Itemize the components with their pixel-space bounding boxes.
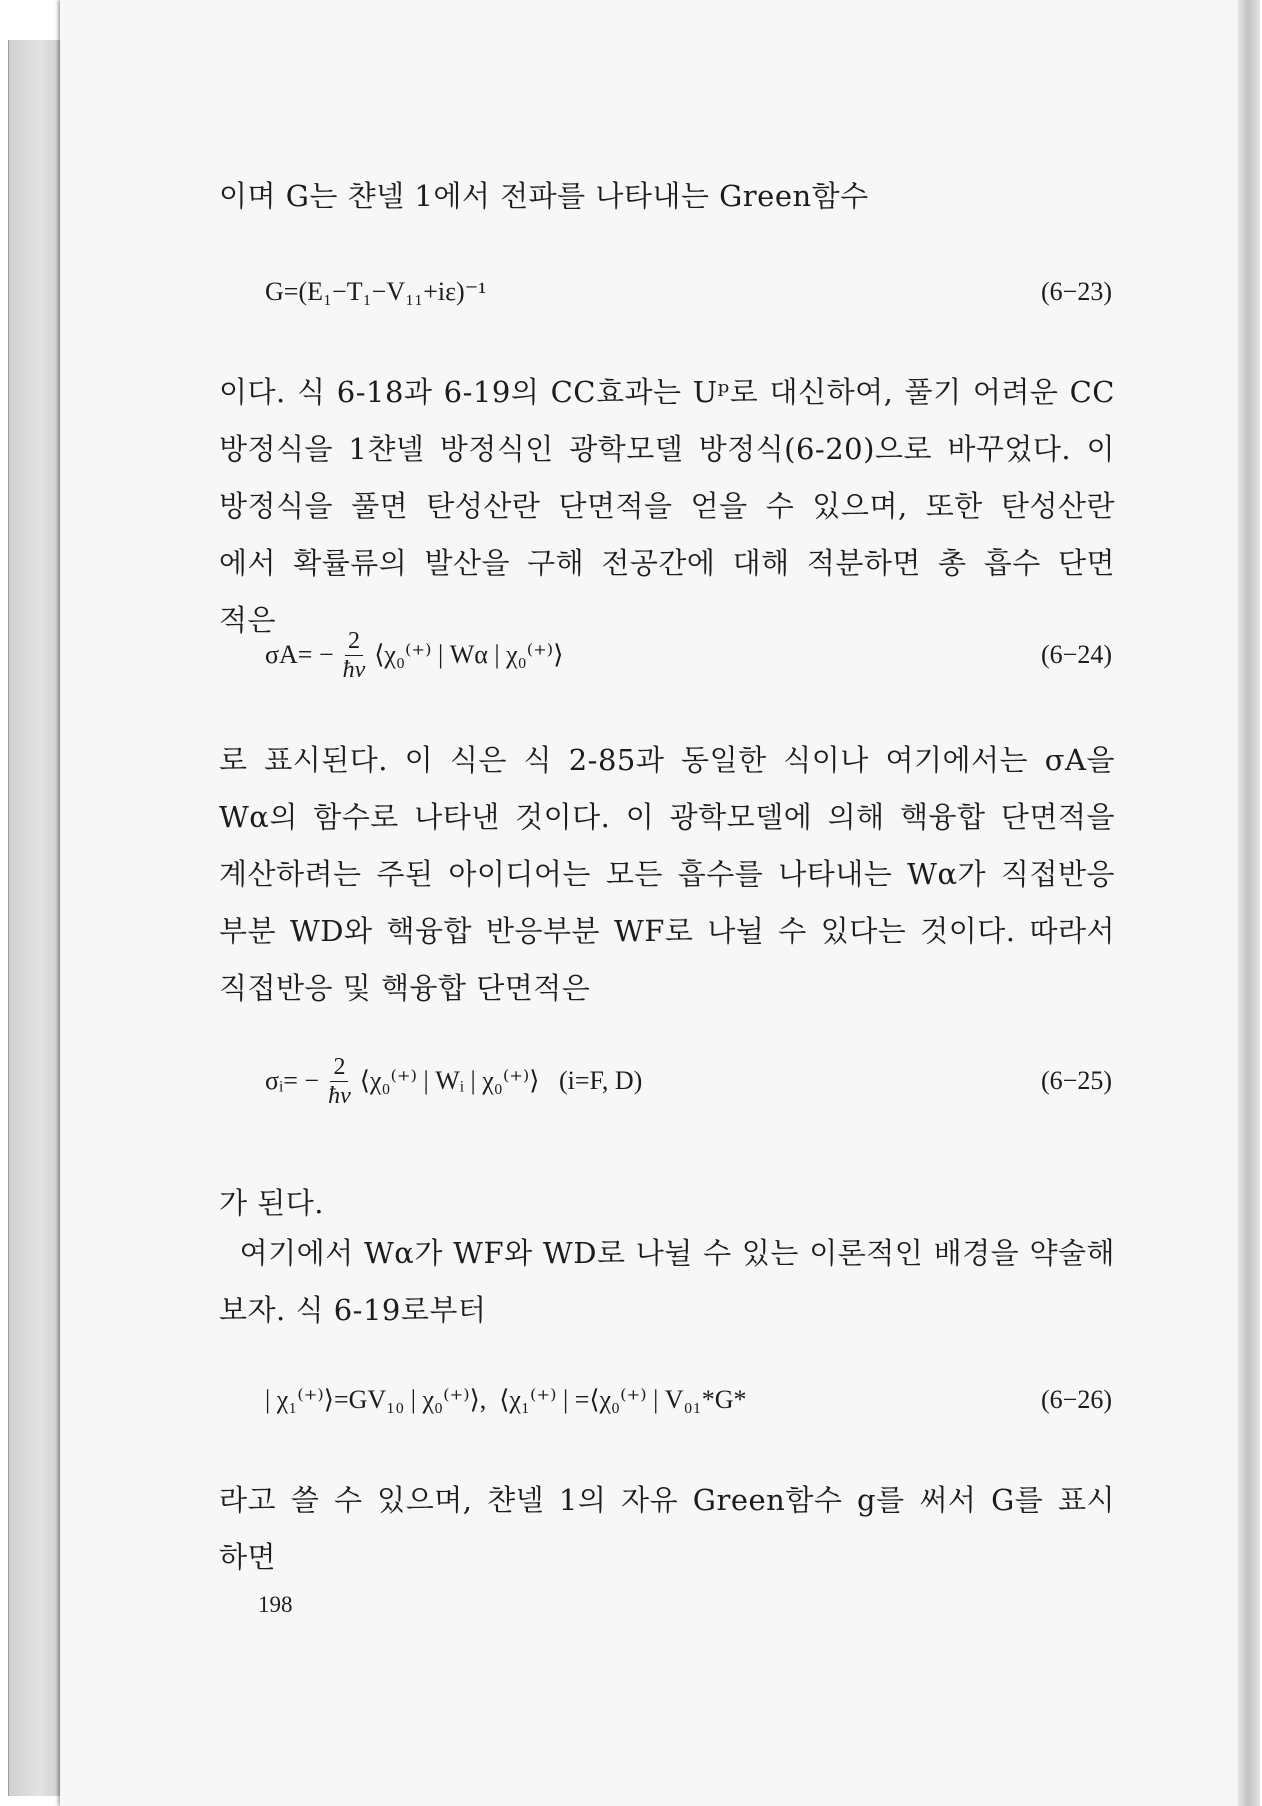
text-line: Wα의 함수로 나타낸 것이다. 이 광학모델에 의해 핵융합 단면적을: [219, 800, 1115, 834]
book-page-edge-right: [1238, 0, 1260, 1806]
equation-lhs: σA= −: [265, 640, 334, 669]
text-line: 로 표시된다. 이 식은 식 2-85과 동일한 식이나 여기에서는 σA을: [219, 743, 1115, 777]
fraction-numerator: 2: [345, 627, 363, 656]
text-line: 부분 WD와 핵융합 반응부분 WF로 나뉠 수 있다는 것이다. 따라서: [219, 914, 1115, 948]
text-line: 계산하려는 주된 아이디어는 모든 흡수를 나타내는 Wα가 직접반응: [219, 857, 1115, 891]
equation-rhs: ⟨χ₀⁽⁺⁾ | Wᵢ | χ₀⁽⁺⁾⟩ (i=F, D): [359, 1066, 643, 1095]
equation-lhs: σᵢ= −: [265, 1066, 320, 1095]
equation-body: G=(E₁−T₁−V₁₁+iε)⁻¹: [265, 277, 487, 306]
text-line: 방정식을 풀면 탄성산란 단면적을 얻을 수 있으며, 또한 탄성산란: [219, 489, 1115, 523]
paragraph-6: [219, 1472, 1115, 1586]
equation-number: (6−25): [1041, 1066, 1112, 1095]
text-line: 하면: [219, 1540, 277, 1574]
equation-number: (6−23): [1041, 277, 1112, 306]
paragraph-2: [219, 364, 1115, 649]
equation-6-23: [265, 257, 1112, 327]
text-line: 이다. 식 6-18과 6-19의 CC효과는 Uᵖ로 대신하여, 풀기 어려운 CC: [219, 375, 1115, 409]
equation-6-25: [265, 1046, 1112, 1116]
fraction-numerator: 2: [330, 1053, 348, 1082]
paragraph-1: [219, 168, 1115, 225]
text-line: 직접반응 및 핵융합 단면적은: [219, 971, 591, 1005]
fraction: [325, 1053, 354, 1110]
equation-rhs: ⟨χ₀⁽⁺⁾ | Wα | χ₀⁽⁺⁾⟩: [374, 640, 564, 669]
paragraph-5: [219, 1225, 1115, 1339]
text-line: 이며 G는 챤넬 1에서 전파를 나타내는 Green함수: [219, 179, 869, 213]
equation-6-26: [265, 1365, 1112, 1435]
text-line: 보자. 식 6-19로부터: [219, 1293, 487, 1327]
fraction: [340, 627, 369, 684]
book-page-edge-left: [8, 40, 61, 1796]
paragraph-3: [219, 732, 1115, 1017]
equation-number: (6−24): [1041, 640, 1112, 669]
text-line: 가 된다.: [219, 1186, 324, 1220]
text-line: 에서 확률류의 발산을 구해 전공간에 대해 적분하면 총 흡수 단면: [219, 546, 1115, 580]
equation-number: (6−26): [1041, 1385, 1112, 1414]
fraction-denominator: ħv: [328, 1082, 351, 1109]
text-line: 방정식을 1챤넬 방정식인 광학모델 방정식(6-20)으로 바꾸었다. 이: [219, 432, 1115, 466]
paragraph-4: [219, 1175, 1115, 1232]
text-line: 적은: [219, 603, 277, 637]
text-line: 라고 쓸 수 있으며, 챤넬 1의 자유 Green함수 g를 써서 G를 표시: [219, 1483, 1115, 1517]
fraction-denominator: ħv: [342, 656, 366, 683]
page-number: 198: [258, 1592, 293, 1617]
text-line: 여기에서 Wα가 WF와 WD로 나뉠 수 있는 이론적인 배경을 약술해: [219, 1236, 1115, 1270]
equation-6-24: [265, 620, 1112, 690]
equation-body: | χ₁⁽⁺⁾⟩=GV₁₀ | χ₀⁽⁺⁾⟩, ⟨χ₁⁽⁺⁾ | =⟨χ₀⁽⁺⁾ | V₀₁*G*: [265, 1385, 747, 1414]
